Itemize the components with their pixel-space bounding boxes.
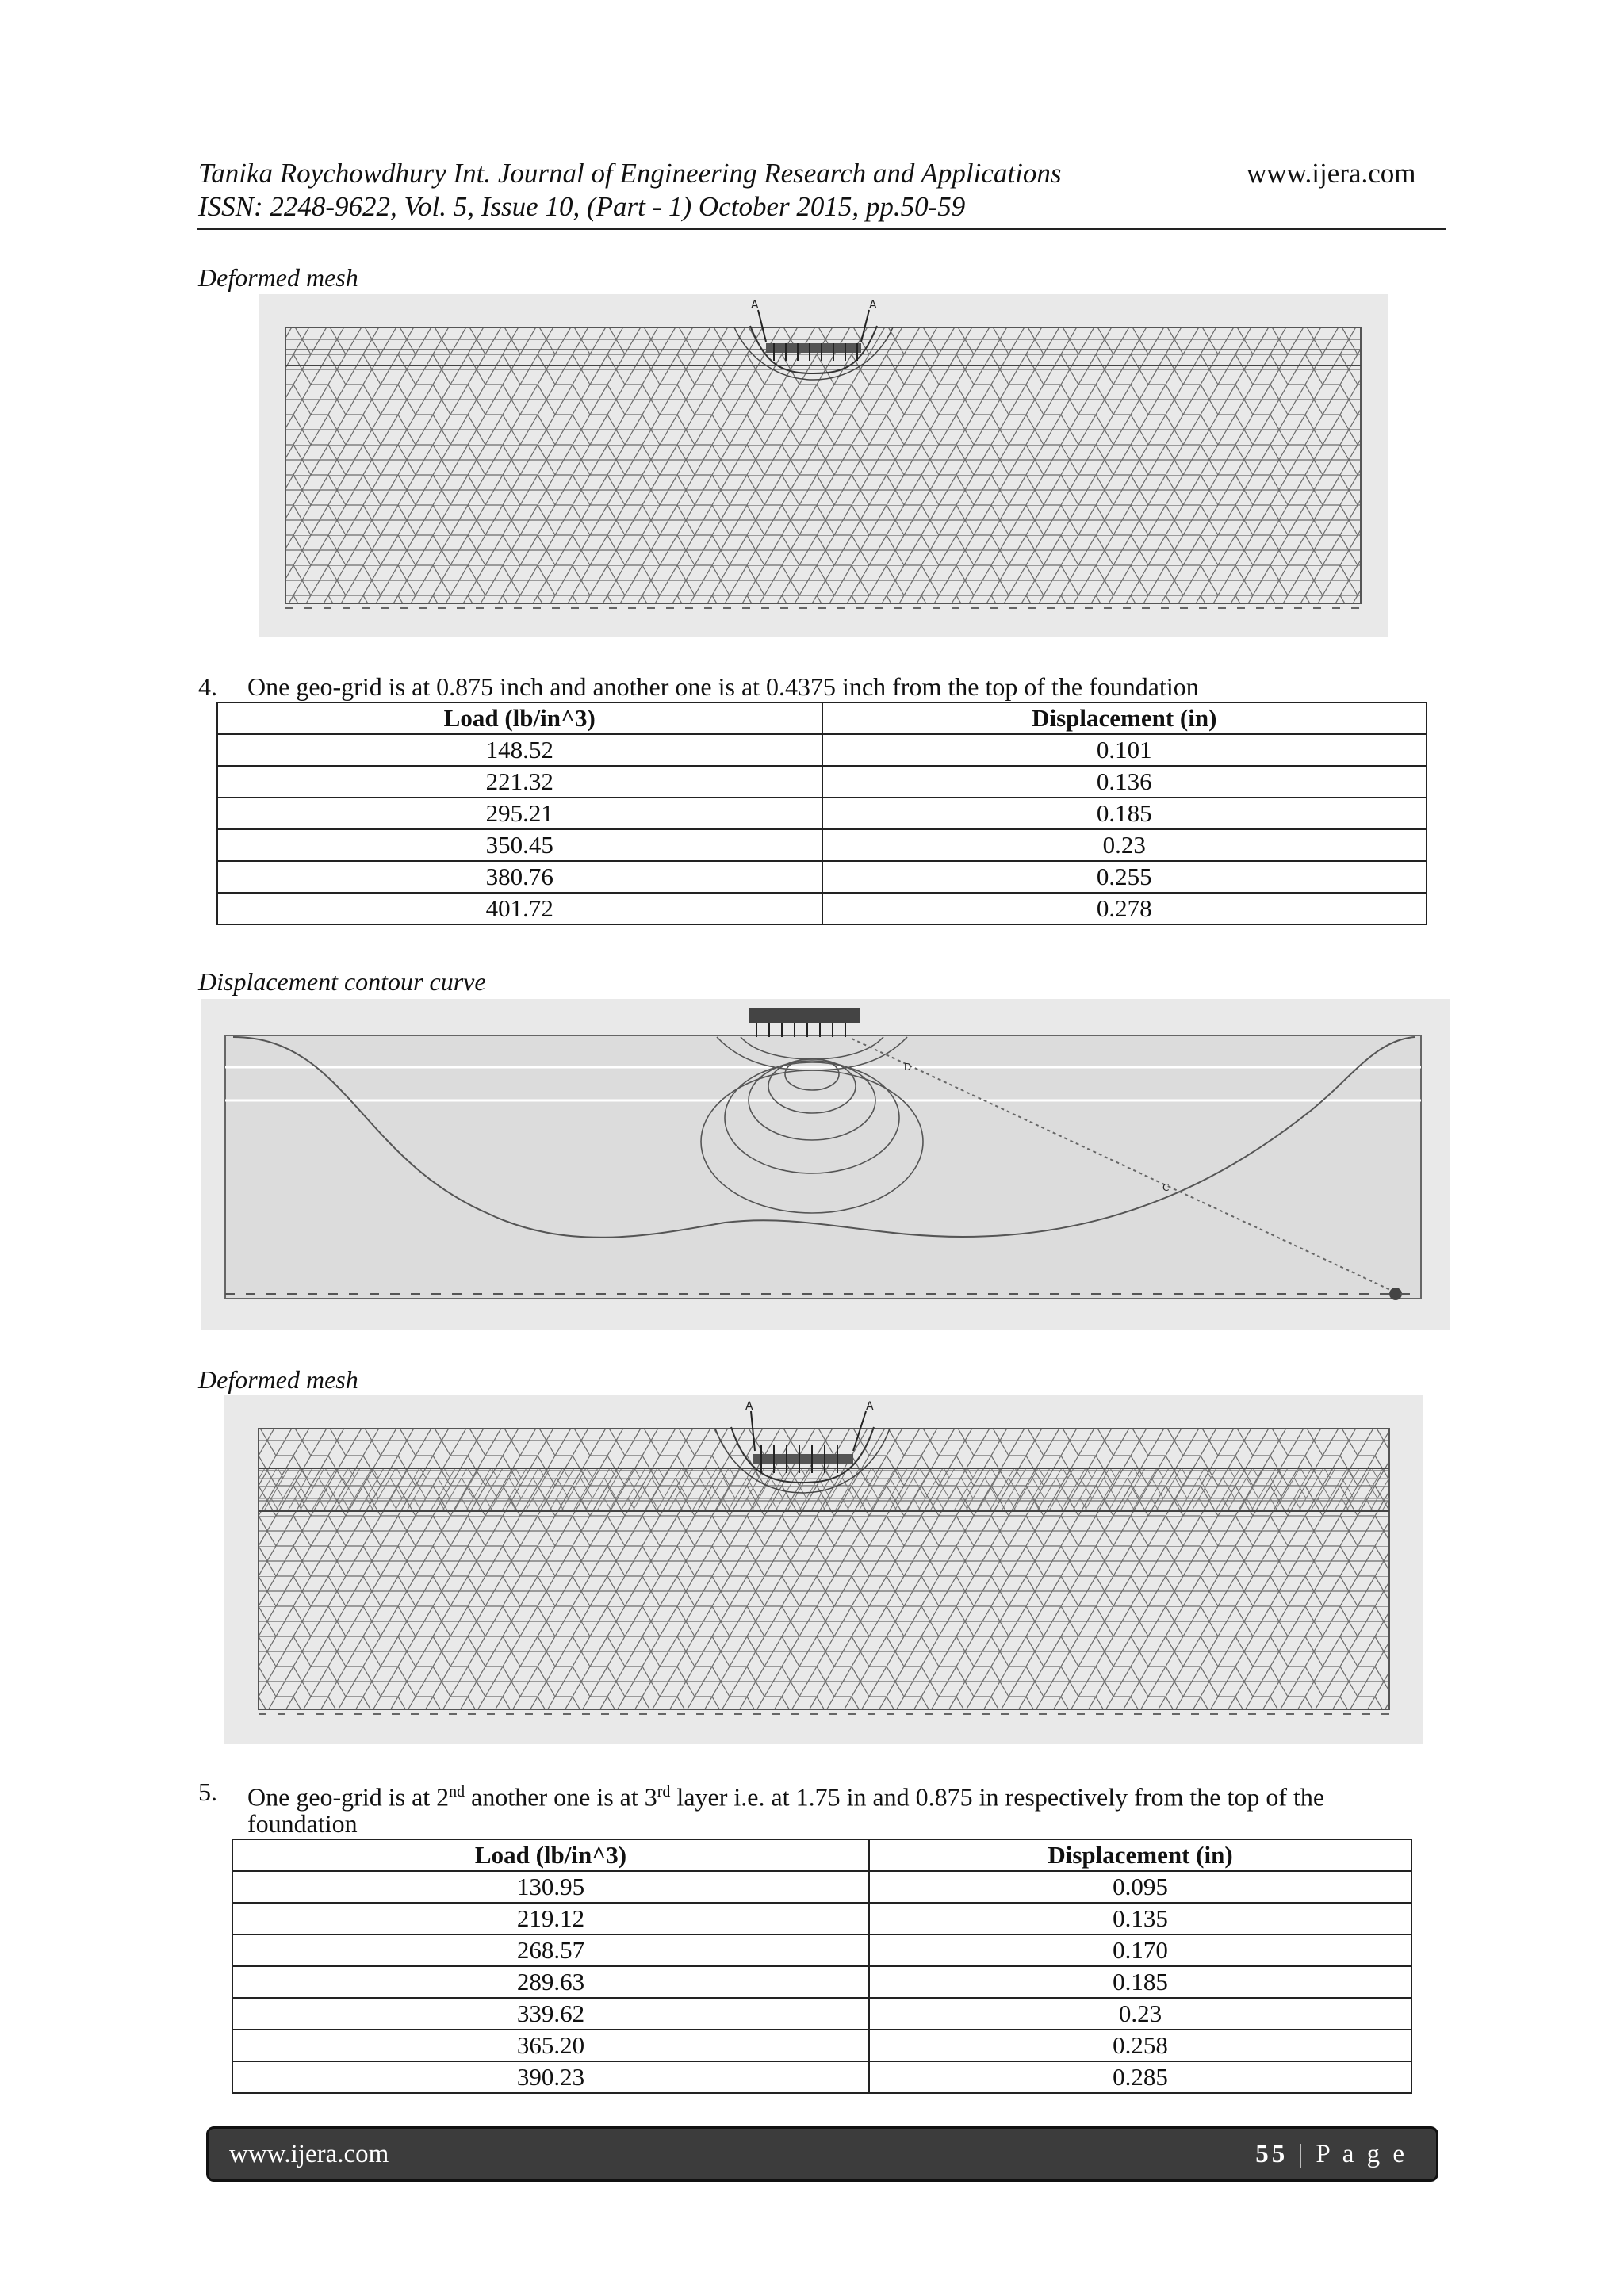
table-row [232, 1871, 1411, 1903]
table-row [217, 893, 1427, 924]
load-cell: 219.12 [232, 1903, 869, 1934]
item-5-text-part-b: another one is at 3 [465, 1782, 657, 1812]
load-cell: 148.52 [217, 734, 822, 766]
item-5-text-part-c: layer i.e. at 1.75 in and 0.875 in respectively from the top of the [670, 1782, 1325, 1812]
load-cell: 268.57 [232, 1934, 869, 1966]
item-5-text [247, 1776, 1324, 1813]
load-cell: 350.45 [217, 829, 822, 861]
table-row [217, 734, 1427, 766]
point-label-c: C [1162, 1182, 1170, 1193]
item-5-sup-a: nd [449, 1783, 465, 1800]
table-row [232, 1903, 1411, 1934]
load-cell: 401.72 [217, 893, 822, 924]
displacement-cell: 0.255 [822, 861, 1427, 893]
load-cell: 130.95 [232, 1871, 869, 1903]
table-row [232, 1966, 1411, 1998]
displacement-contour-plot [201, 999, 1450, 1330]
load-cell: 390.23 [232, 2061, 869, 2093]
column-header-load: Load (lb/in^3) [232, 1839, 869, 1871]
table-header-row [232, 1839, 1411, 1871]
journal-title: Tanika Roychowdhury Int. Journal of Engineering Research and Applications [198, 158, 1062, 189]
item-5-text-continued: foundation [247, 1809, 358, 1838]
displacement-cell: 0.278 [822, 893, 1427, 924]
table-header-row [217, 702, 1427, 734]
page-label: | P a g e [1288, 2140, 1408, 2168]
journal-url[interactable]: www.ijera.com [1247, 158, 1416, 189]
point-label-d: D [904, 1062, 912, 1073]
load-cell: 380.76 [217, 861, 822, 893]
deformed-mesh-plot-2 [224, 1395, 1423, 1744]
table-row [232, 2061, 1411, 2093]
item-4-text: One geo-grid is at 0.875 inch and another one is at 0.4375 inch from the top of the foundation [247, 672, 1199, 701]
page-number [1255, 2140, 1408, 2169]
load-cell: 295.21 [217, 798, 822, 829]
deformed-mesh-figure-1 [259, 294, 1388, 637]
displacement-cell: 0.23 [822, 829, 1427, 861]
deformed-mesh-figure-2 [224, 1395, 1423, 1744]
table-row [217, 766, 1427, 798]
column-header-displacement: Displacement (in) [822, 702, 1427, 734]
displacement-cell: 0.170 [869, 1934, 1411, 1966]
item-4-number: 4. [198, 672, 217, 701]
point-label-a-right: A [866, 1400, 874, 1413]
footer-url[interactable]: www.ijera.com [229, 2140, 389, 2168]
journal-issn: ISSN: 2248-9622, Vol. 5, Issue 10, (Part - 1) October 2015, pp.50-59 [198, 191, 966, 222]
item-5-text-part-a: One geo-grid is at 2 [247, 1782, 450, 1812]
displacement-cell: 0.136 [822, 766, 1427, 798]
displacement-cell: 0.095 [869, 1871, 1411, 1903]
load-displacement-table-2 [232, 1839, 1412, 2094]
column-header-displacement: Displacement (in) [869, 1839, 1411, 1871]
displacement-cell: 0.285 [869, 2061, 1411, 2093]
table-row [217, 798, 1427, 829]
page-number-value: 55 [1255, 2140, 1289, 2168]
displacement-cell: 0.135 [869, 1903, 1411, 1934]
load-displacement-table-1 [216, 702, 1427, 925]
header-rule [197, 228, 1446, 230]
displacement-contour-figure [201, 999, 1450, 1330]
load-cell: 221.32 [217, 766, 822, 798]
displacement-cell: 0.23 [869, 1998, 1411, 2030]
column-header-load: Load (lb/in^3) [217, 702, 822, 734]
load-cell: 365.20 [232, 2030, 869, 2061]
load-cell: 289.63 [232, 1966, 869, 1998]
deformed-mesh-plot-1 [259, 294, 1388, 637]
displacement-cell: 0.185 [869, 1966, 1411, 1998]
page-footer [206, 2126, 1438, 2182]
point-label-a-left: A [745, 1400, 753, 1413]
figure-caption-displacement-contour: Displacement contour curve [198, 967, 486, 996]
displacement-cell: 0.258 [869, 2030, 1411, 2061]
load-cell: 339.62 [232, 1998, 869, 2030]
figure-caption-deformed-mesh-1: Deformed mesh [198, 263, 358, 292]
table-row [232, 2030, 1411, 2061]
item-5-sup-b: rd [657, 1783, 671, 1800]
point-label-a-left: A [751, 299, 759, 312]
displacement-cell: 0.185 [822, 798, 1427, 829]
point-label-a-right: A [869, 299, 877, 312]
table-row [217, 829, 1427, 861]
table-row [232, 1934, 1411, 1966]
item-5-number: 5. [198, 1777, 217, 1806]
figure-caption-deformed-mesh-2: Deformed mesh [198, 1365, 358, 1394]
table-row [217, 861, 1427, 893]
table-row [232, 1998, 1411, 2030]
displacement-cell: 0.101 [822, 734, 1427, 766]
